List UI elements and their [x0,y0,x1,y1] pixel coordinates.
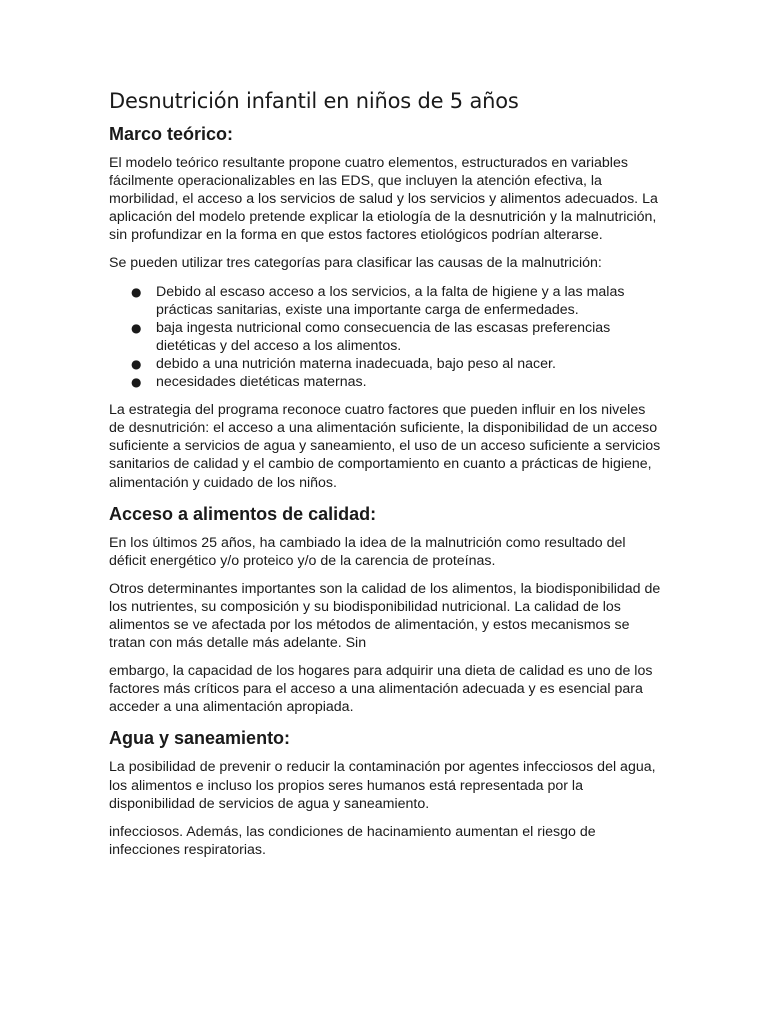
list-item [109,283,661,319]
paragraph: En los últimos 25 años, ha cambiado la idea de la malnutrición como resultado del déficit energético y/o proteico y/o de la carencia de proteínas. [109,534,626,569]
list-item [109,319,661,355]
bullet-icon: ● [131,356,142,371]
bullet-icon: ● [131,284,142,299]
list-item-text: necesidades dietéticas maternas. [156,374,367,391]
list-item [109,373,661,391]
paragraph: Otros determinantes importantes son la calidad de los alimentos, la biodisponibilidad de los nutrientes, su composición y su biodisponibilidad nutricional. La calidad de los alimentos se ve afectada por los métodos de alimentación, y estos mecanismos se tratan con más detalle más adelante. Sin [109,580,661,652]
paragraph: embargo, la capacidad de los hogares para adquirir una dieta de calidad es uno de los factores más críticos para el acceso a una alimentación adecuada y es esencial para acceder a una alimentación apropiada. [109,663,653,716]
bullet-icon: ● [131,375,142,390]
list-item-text: debido a una nutrición materna inadecuada, bajo peso al nacer. [156,355,556,372]
paragraph: La estrategia del programa reconoce cuatro factores que pueden influir en los niveles de desnutrición: el acceso a una alimentación suficiente, la disponibilidad de un acceso suficiente a servicios de agua y saneamiento, el uso de un acceso suficiente a servicios sanitarios de calidad y el cambio de comportamiento en cuanto a prácticas de higiene, alimentación y cuidado de los niños. [109,402,661,491]
paragraph: infecciosos. Además, las condiciones de hacinamiento aumentan el riesgo de infecciones respiratorias. [109,823,596,858]
section-heading-agua-saneamiento: Agua y saneamiento: [109,728,291,749]
paragraph: Se pueden utilizar tres categorías para clasificar las causas de la malnutrición: [109,255,602,272]
causes-bullet-list [109,283,661,392]
section-heading-marco-teorico: Marco teórico: [109,124,234,144]
document-title: Desnutrición infantil en niños de 5 años [109,89,519,113]
list-item-text: baja ingesta nutricional como consecuencia de las escasas preferencias dietéticas y del acceso a los alimentos. [156,319,611,354]
paragraph: El modelo teórico resultante propone cuatro elementos, estructurados en variables fácilmente operacionalizables en las EDS, que incluyen la atención efectiva, la morbilidad, el acceso a los servicios de salud y los servicios y alimentos adecuados. La aplicación del modelo pretende explicar la etiología de la desnutrición y la malnutrición, sin profundizar en la forma en que estos factores etiológicos podrían alterarse. [109,155,658,244]
paragraph: La posibilidad de prevenir o reducir la contaminación por agentes infecciosos del agua, los alimentos e incluso los propios seres humanos está representada por la disponibilidad de servicios de agua y saneamiento. [109,759,656,812]
document-page [109,86,661,869]
section-heading-acceso-alimentos: Acceso a alimentos de calidad: [109,503,377,524]
list-item-text: Debido al escaso acceso a los servicios, a la falta de higiene y a las malas prácticas sanitarias, existe una importante carga de enfermedades. [156,283,625,318]
bullet-icon: ● [131,320,142,335]
list-item [109,355,661,373]
